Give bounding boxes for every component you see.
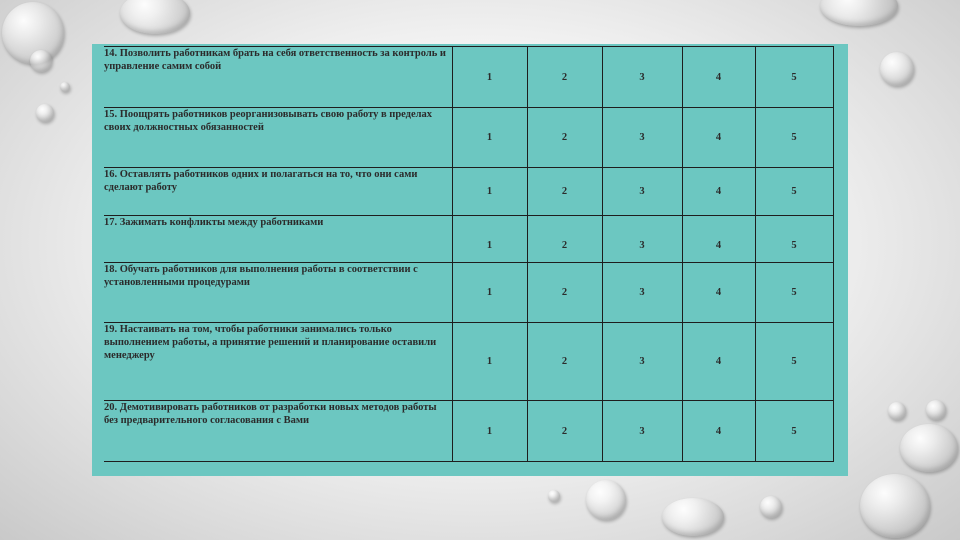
- scale-option-5[interactable]: 5: [755, 263, 833, 323]
- water-drop-decoration: [36, 104, 54, 122]
- water-drop-decoration: [820, 0, 898, 26]
- water-drop-decoration: [662, 498, 724, 536]
- statement-16: 16. Оставлять работников одних и полагаться на то, что они сами сделают работу: [104, 168, 452, 216]
- scale-option-5[interactable]: 5: [755, 168, 833, 216]
- water-drop-decoration: [30, 50, 52, 72]
- scale-option-5[interactable]: 5: [755, 216, 833, 263]
- scale-option-5[interactable]: 5: [755, 401, 833, 462]
- scale-option-4[interactable]: 4: [682, 168, 755, 216]
- scale-option-5[interactable]: 5: [755, 108, 833, 168]
- water-drop-decoration: [586, 480, 626, 520]
- table-row: [104, 323, 833, 401]
- scale-option-4[interactable]: 4: [682, 47, 755, 108]
- scale-option-3[interactable]: 3: [602, 401, 682, 462]
- scale-option-1[interactable]: 1: [452, 263, 527, 323]
- water-drop-decoration: [900, 424, 958, 472]
- statement-19: 19. Настаивать на том, чтобы работники занимались только выполнением работы, а принятие решений и планирование оставили менеджеру: [104, 323, 452, 401]
- scale-option-3[interactable]: 3: [602, 263, 682, 323]
- water-drop-decoration: [926, 400, 946, 420]
- water-drop-decoration: [120, 0, 190, 34]
- scale-option-2[interactable]: 2: [527, 108, 602, 168]
- water-drop-decoration: [548, 490, 560, 502]
- table-row: [104, 216, 833, 263]
- scale-option-1[interactable]: 1: [452, 216, 527, 263]
- scale-option-1[interactable]: 1: [452, 168, 527, 216]
- statement-17: 17. Зажимать конфликты между работниками: [104, 216, 452, 263]
- scale-option-1[interactable]: 1: [452, 401, 527, 462]
- water-drop-decoration: [888, 402, 906, 420]
- water-drop-decoration: [60, 82, 70, 92]
- statement-15: 15. Поощрять работников реорганизовывать свою работу в пределах своих должностных обязанностей: [104, 108, 452, 168]
- scale-option-1[interactable]: 1: [452, 323, 527, 401]
- scale-option-5[interactable]: 5: [755, 323, 833, 401]
- statement-14: 14. Позволить работникам брать на себя ответственность за контроль и управление самим собой: [104, 47, 452, 108]
- table-row: [104, 168, 833, 216]
- scale-option-1[interactable]: 1: [452, 47, 527, 108]
- table-row: [104, 108, 833, 168]
- scale-option-4[interactable]: 4: [682, 216, 755, 263]
- scale-option-2[interactable]: 2: [527, 216, 602, 263]
- scale-option-4[interactable]: 4: [682, 108, 755, 168]
- table-row: [104, 47, 833, 108]
- survey-table: [104, 46, 834, 462]
- scale-option-3[interactable]: 3: [602, 47, 682, 108]
- table-row: [104, 401, 833, 462]
- table-row: [104, 263, 833, 323]
- scale-option-5[interactable]: 5: [755, 47, 833, 108]
- scale-option-3[interactable]: 3: [602, 168, 682, 216]
- statement-20: 20. Демотивировать работников от разработки новых методов работы без предварительного согласования с Вами: [104, 401, 452, 462]
- scale-option-3[interactable]: 3: [602, 108, 682, 168]
- scale-option-4[interactable]: 4: [682, 401, 755, 462]
- scale-option-2[interactable]: 2: [527, 323, 602, 401]
- scale-option-4[interactable]: 4: [682, 263, 755, 323]
- scale-option-1[interactable]: 1: [452, 108, 527, 168]
- scale-option-2[interactable]: 2: [527, 47, 602, 108]
- scale-option-2[interactable]: 2: [527, 263, 602, 323]
- scale-option-4[interactable]: 4: [682, 323, 755, 401]
- statement-18: 18. Обучать работников для выполнения работы в соответствии с установленными процедурами: [104, 263, 452, 323]
- scale-option-2[interactable]: 2: [527, 401, 602, 462]
- scale-option-3[interactable]: 3: [602, 216, 682, 263]
- scale-option-2[interactable]: 2: [527, 168, 602, 216]
- scale-option-3[interactable]: 3: [602, 323, 682, 401]
- water-drop-decoration: [880, 52, 914, 86]
- water-drop-decoration: [760, 496, 782, 518]
- water-drop-decoration: [860, 474, 930, 538]
